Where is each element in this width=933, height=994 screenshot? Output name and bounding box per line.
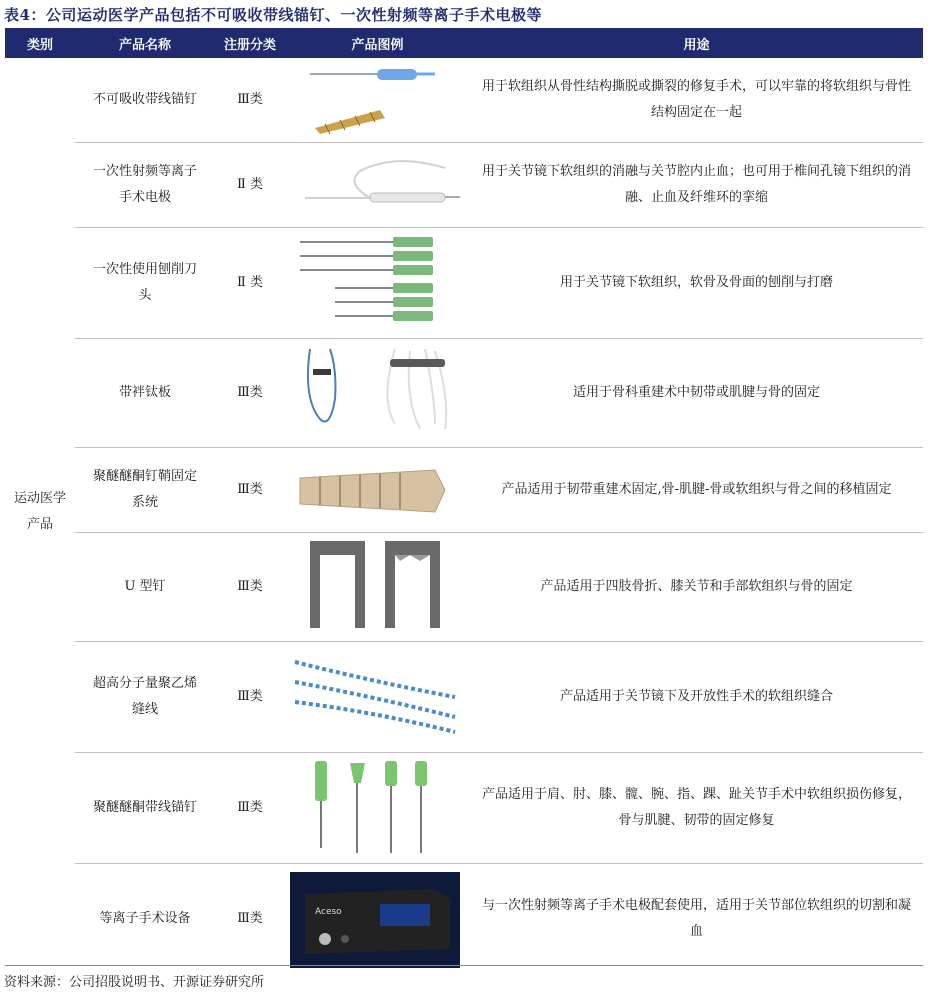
registration-class: Ⅲ类 [237, 579, 263, 594]
header-usage: 用途 [683, 37, 710, 53]
product-name: 聚醚醚酮钉鞘固定系统 [92, 469, 197, 510]
header-image: 产品图例 [351, 37, 404, 53]
product-image-u-staple [285, 533, 470, 641]
product-image-anchor [285, 58, 470, 142]
source-note: 资料来源：公司招股说明书、开源证券研究所 [4, 975, 265, 990]
registration-class: Ⅲ类 [237, 385, 263, 400]
product-name: 一次性使用刨削刀头 [92, 262, 197, 303]
table-row [75, 143, 923, 228]
header-category: 类别 [26, 37, 53, 53]
product-table [5, 28, 923, 974]
table-row [75, 753, 923, 864]
table-row [75, 864, 923, 974]
table-row [75, 642, 923, 753]
category-cell: 运动医学产品 [13, 491, 66, 532]
registration-class: Ⅲ类 [237, 92, 263, 107]
product-name: 带袢钛板 [118, 385, 171, 400]
product-usage: 用于软组织从骨性结构撕脱或撕裂的修复手术，可以牢靠的将软组织与骨性结构固定在一起 [481, 79, 911, 120]
product-name: 一次性射频等离子手术电极 [92, 164, 197, 205]
product-image-peek-sheath [285, 448, 470, 532]
registration-class: Ⅲ类 [237, 800, 263, 815]
table-row [75, 58, 923, 143]
registration-class: Ⅱ 类 [237, 177, 263, 192]
product-name: 超高分子量聚乙烯缝线 [92, 676, 197, 717]
table-row [75, 448, 923, 533]
registration-class: Ⅲ类 [237, 482, 263, 497]
product-image-electrode [285, 143, 470, 227]
device-brand-label: Aceso [315, 907, 342, 917]
table-row [75, 228, 923, 339]
product-image-button-plate [285, 339, 470, 447]
product-usage: 产品适用于肩、肘、膝、髋、腕、指、踝、趾关节手术中软组织损伤修复，骨与肌腱、韧带的固定修复 [481, 787, 911, 828]
table-row [75, 339, 923, 448]
product-usage: 适用于骨科重建术中韧带或肌腱与骨的固定 [572, 385, 820, 400]
product-name: 等离子手术设备 [99, 911, 191, 926]
header-product-name: 产品名称 [118, 37, 171, 53]
table-row [75, 533, 923, 642]
product-usage: 产品适用于四肢骨折、膝关节和手部软组织与骨的固定 [540, 579, 853, 594]
product-usage: 产品适用于关节镜下及开放性手术的软组织缝合 [559, 689, 833, 704]
product-usage: 与一次性射频等离子手术电极配套使用，适用于关节部位软组织的切割和凝血 [481, 898, 911, 939]
product-usage: 用于关节镜下软组织，软骨及骨面的刨削与打磨 [559, 275, 833, 290]
product-usage: 产品适用于韧带重建术固定,骨-肌腱-骨或软组织与骨之间的移植固定 [501, 482, 892, 497]
product-usage: 用于关节镜下软组织的消融与关节腔内止血；也可用于椎间孔镜下组织的消融、止血及纤维环的挛缩 [481, 164, 911, 205]
table-header [5, 28, 923, 58]
product-name: 不可吸收带线锚钉 [92, 92, 197, 107]
header-registration: 注册分类 [223, 37, 276, 53]
registration-class: Ⅱ 类 [237, 275, 263, 290]
product-name: U 型钉 [124, 579, 166, 594]
table-title: 表4：公司运动医学产品包括不可吸收带线锚钉、一次性射频等离子手术电极等 [4, 6, 542, 24]
product-image-plasma-device [285, 864, 470, 974]
product-name: 聚醚醚酮带线锚钉 [92, 800, 197, 815]
table-body [5, 58, 923, 974]
registration-class: Ⅲ类 [237, 911, 263, 926]
registration-class: Ⅲ类 [237, 689, 263, 704]
bottom-divider [5, 965, 923, 966]
product-image-peek-anchor [285, 753, 470, 863]
product-image-suture [285, 642, 470, 752]
product-image-shaver-blades [285, 228, 470, 338]
